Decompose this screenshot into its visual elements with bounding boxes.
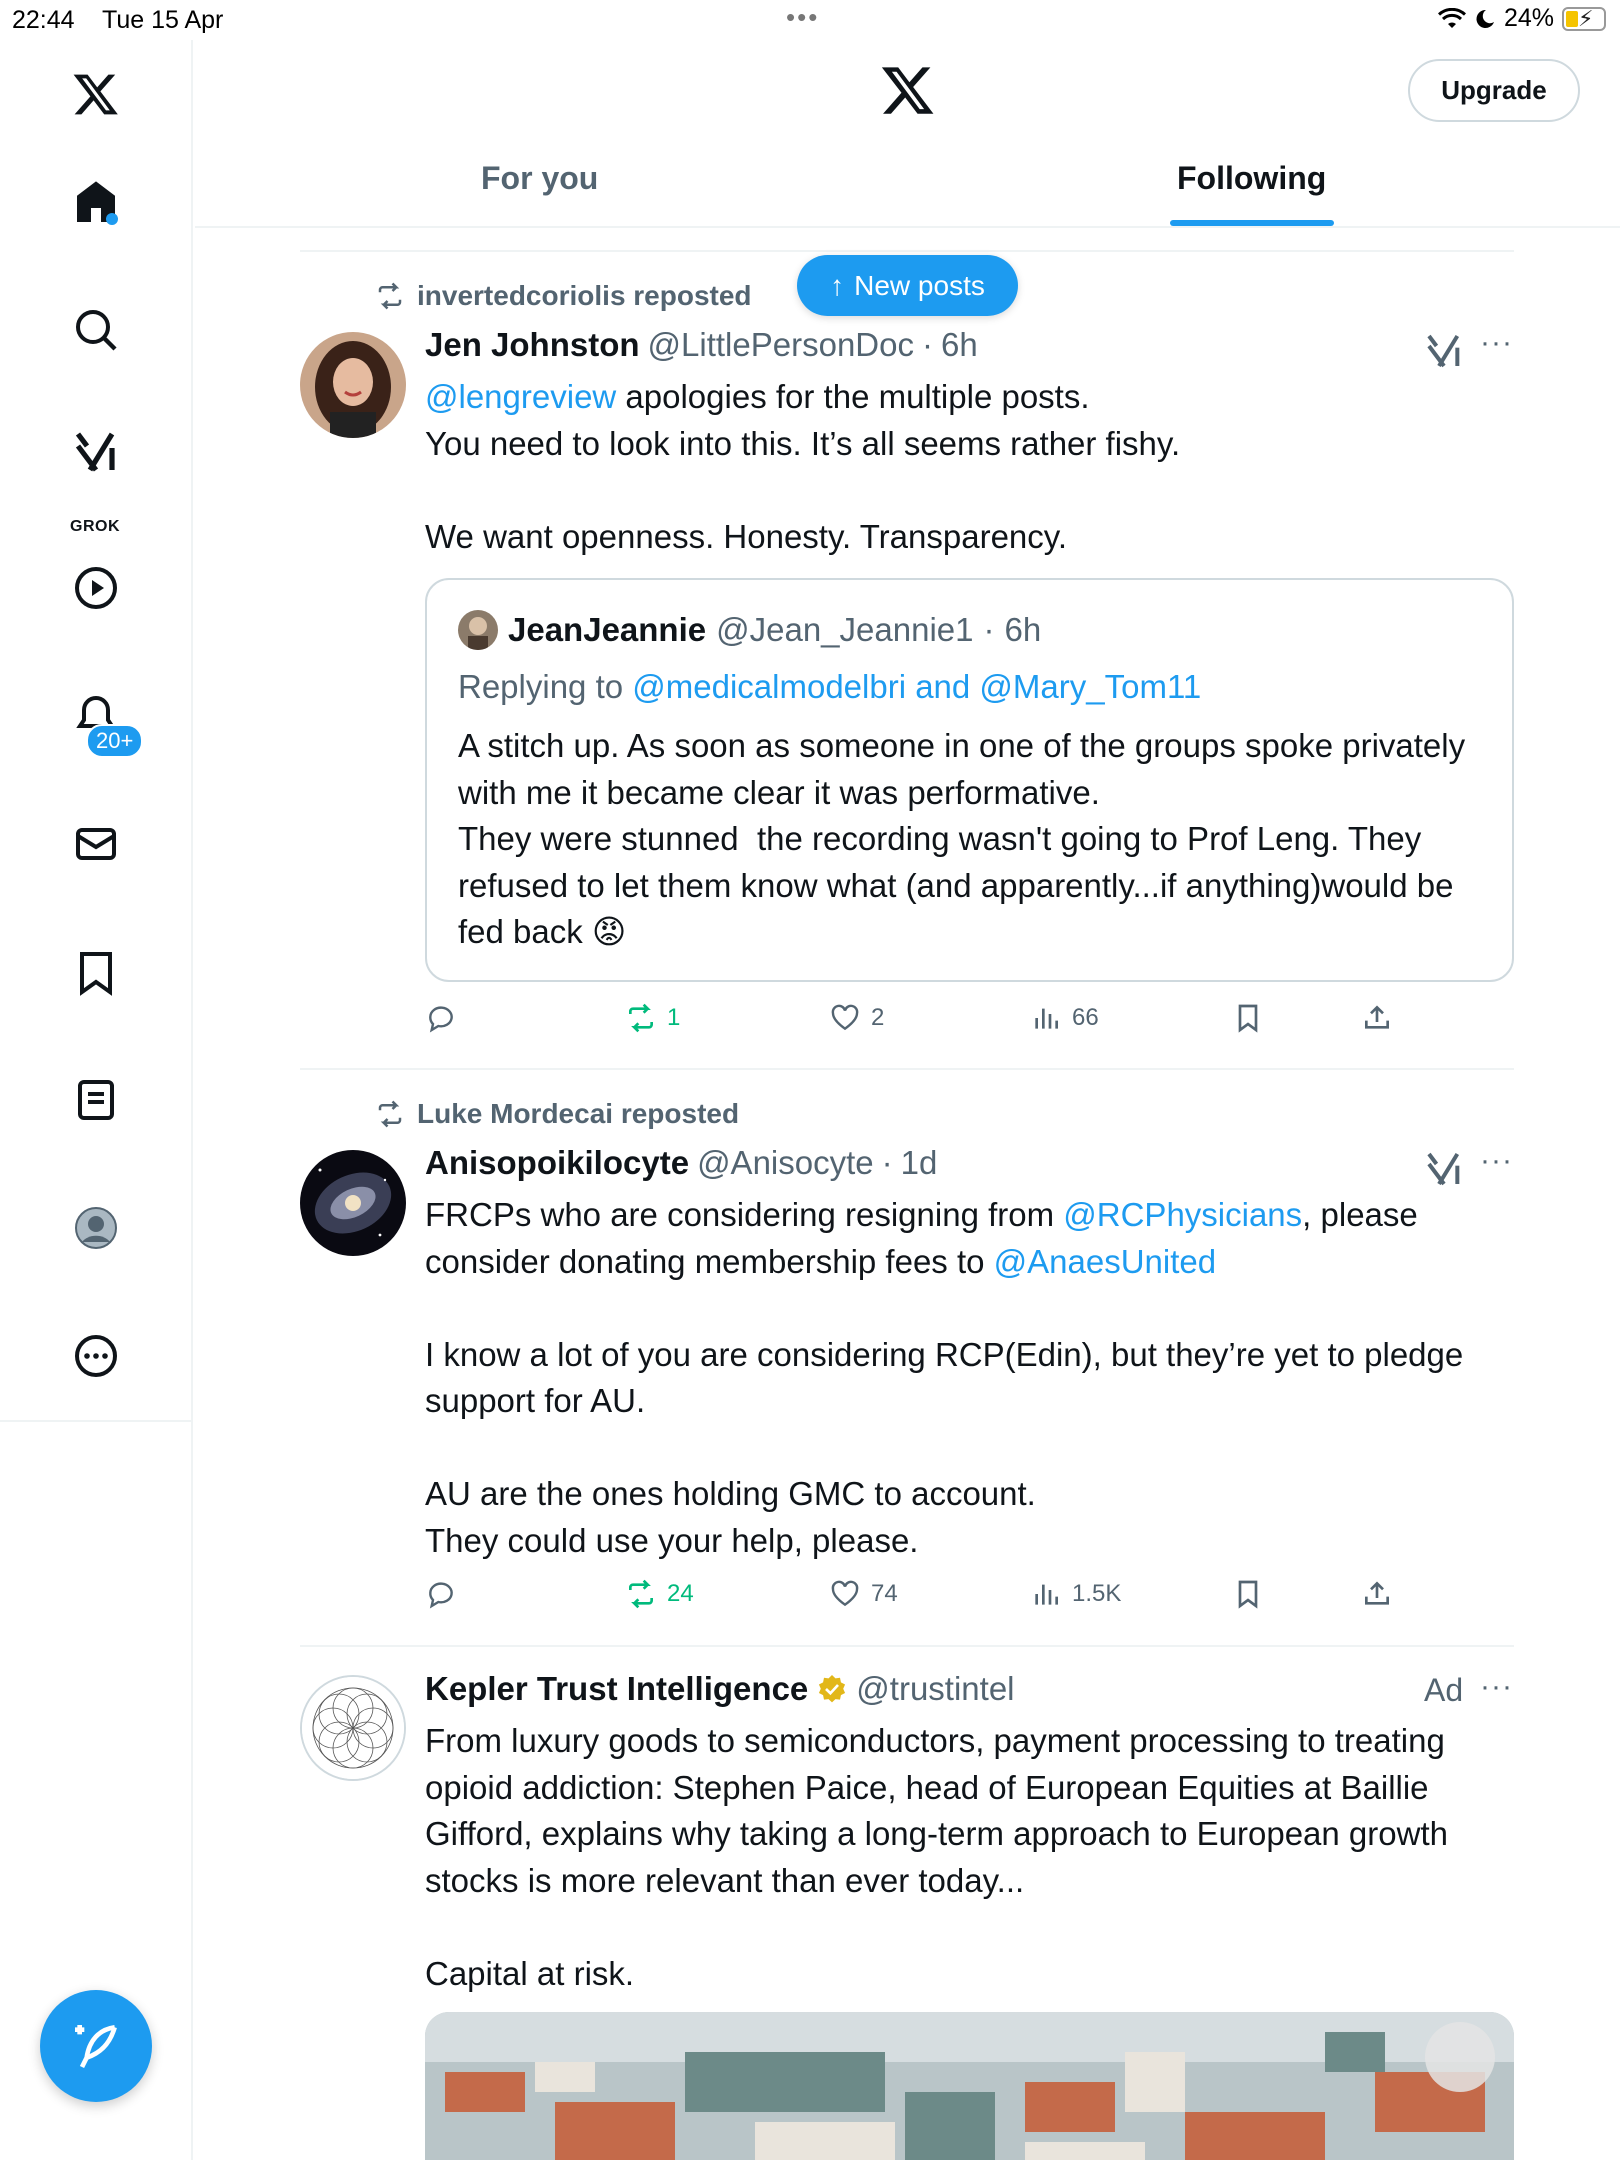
repost-icon [375,1099,405,1129]
post-text: FRCPs who are considering resigning from @RCPhysicians, please consider donating membership fees to @AnaesUnited I know a lot of you are considering RCP(Edin), but they’re yet to pledge support for AU. AU are the ones holding GMC to account. They could use your help, please. [425,1196,1464,1559]
quoted-author-name: JeanJeannie [508,611,707,648]
bookmark-icon [1232,1578,1264,1610]
views-count: 1.5K [1072,1580,1122,1607]
reply-icon [425,1578,457,1610]
status-bar [0,0,1620,40]
bookmark-icon[interactable] [64,940,128,1004]
replying-to: Replying to @medicalmodelbri and @Mary_Tom11 [458,668,1202,705]
grok-explain-icon[interactable] [1424,331,1464,371]
new-posts-button[interactable] [797,255,1018,316]
reply-icon [425,1002,457,1034]
quoted-author-handle: @Jean_Jeannie1 [716,611,974,648]
upgrade-button[interactable]: Upgrade [1408,59,1580,122]
heart-icon [829,1002,861,1034]
x-logo-icon[interactable] [64,62,128,126]
share-button[interactable] [1361,1002,1393,1034]
lists-icon[interactable] [64,1068,128,1132]
repost-icon [375,281,405,311]
dot-separator: · [983,611,995,648]
video-icon[interactable] [64,556,128,620]
home-icon[interactable] [64,170,128,234]
author-name[interactable]: Anisopoikilocyte [425,1144,690,1181]
repost-icon [625,1578,657,1610]
like-button[interactable] [829,1002,884,1034]
avatar [458,610,498,650]
compose-post-button[interactable] [40,1990,152,2102]
repost-count: 1 [667,1004,681,1031]
more-options-icon[interactable]: ··· [1480,1144,1513,1177]
bookmark-icon [1232,1002,1264,1034]
tab-following[interactable]: Following [1177,160,1327,196]
avatar[interactable] [300,332,406,438]
share-button[interactable] [1361,1578,1393,1610]
quoted-author [458,610,1041,650]
timeline-header [195,40,1620,228]
battery-icon: ⚡ [1562,7,1606,31]
more-options-icon[interactable]: ··· [1480,326,1513,359]
replying-to-handles[interactable]: @medicalmodelbri and @Mary_Tom11 [632,668,1202,705]
post-divider [300,1645,1514,1647]
reply-button[interactable] [425,1578,457,1610]
post-time[interactable]: 1d [900,1144,938,1181]
repost-icon [625,1002,657,1034]
avatar[interactable] [300,1150,406,1256]
views-icon [1030,1578,1062,1610]
avatar[interactable] [300,1675,406,1781]
multitasking-dots-icon[interactable]: ••• [786,2,820,32]
repost-indicator[interactable] [375,1098,739,1130]
ad-label: Ad [1424,1672,1464,1708]
repost-label: invertedcoriolis reposted [417,280,752,311]
dot-separator: · [921,326,933,363]
heart-icon [829,1578,861,1610]
like-count: 74 [871,1580,898,1607]
author-name[interactable]: Jen Johnston [425,326,640,363]
quoted-post[interactable] [425,578,1514,982]
battery-percent: 24% [1503,4,1554,32]
more-circle-icon[interactable] [64,1324,128,1388]
post-time[interactable]: 6h [940,326,978,363]
post-author [425,1670,1015,1708]
new-posts-label: New posts [854,269,985,301]
profile-icon[interactable] [64,1196,128,1260]
share-icon [1361,1578,1393,1610]
mention-link[interactable]: @RCPhysicians [1063,1196,1303,1233]
grok-label: GROK [70,518,120,535]
views-count: 66 [1072,1004,1099,1031]
grok-icon[interactable] [64,420,128,484]
repost-button[interactable] [625,1578,694,1610]
status-right [1438,4,1606,33]
quoted-post-time: 6h [1004,611,1042,648]
bookmark-button[interactable] [1232,1578,1264,1610]
repost-button[interactable] [625,1002,680,1034]
repost-count: 24 [667,1580,694,1607]
post-actions [425,1578,1425,1618]
views-button[interactable] [1030,1002,1099,1034]
mention-link[interactable]: @lengreview [425,378,617,415]
post-author [425,326,978,364]
author-handle[interactable]: @trustintel [856,1670,1015,1707]
post-divider [300,250,1514,252]
ad-image[interactable] [425,2012,1514,2160]
repost-label: Luke Mordecai reposted [417,1098,740,1129]
status-time: 22:44 [12,6,75,34]
wifi-icon [1438,8,1466,30]
post-text: From luxury goods to semiconductors, payment processing to treating opioid addiction: Stephen Paice, head of European Equities at Baillie Gifford, explains why taking a long-term approach to European growth stocks is more relevant than ever today... Capital at risk. [425,1722,1448,1992]
arrow-up-icon: ↑ [830,269,845,301]
post-text: @lengreview apologies for the multiple posts. You need to look into this. It’s all seems rather fishy. We want openness. Honesty. Transparency. [425,378,1181,555]
moon-icon [1474,8,1496,30]
post-author [425,1144,937,1182]
mail-icon[interactable] [64,812,128,876]
more-options-icon[interactable]: ··· [1480,1670,1513,1703]
bookmark-button[interactable] [1232,1002,1264,1034]
compose-feather-icon [68,2018,124,2074]
verified-badge-icon [816,1673,848,1705]
post-divider [300,1068,1514,1070]
search-icon[interactable] [64,298,128,362]
views-button[interactable] [1030,1578,1121,1610]
notifications-badge: 20+ [86,724,143,758]
status-date: Tue 15 Apr [102,6,224,34]
quoted-post-text: A stitch up. As soon as someone in one of the groups spoke privately with me it became clear it was performative. They were stunned the recording wasn't going to Prof Leng. They refused to let them know what (and apparently...if anything)would be fed back 😡 [458,727,1466,950]
post-actions [425,1002,1425,1042]
sidebar [0,40,193,2160]
grok-explain-icon[interactable] [1424,1149,1464,1189]
sidebar-divider [0,1420,193,1422]
like-count: 2 [871,1004,885,1031]
share-icon [1361,1002,1393,1034]
home-unread-dot [106,213,118,225]
views-icon [1030,1002,1062,1034]
mention-link[interactable]: @AnaesUnited [993,1242,1217,1280]
x-logo-icon[interactable] [880,62,936,123]
author-handle[interactable]: @LittlePersonDoc [647,326,914,363]
repost-indicator[interactable] [375,280,752,312]
tab-for-you[interactable]: For you [481,160,599,196]
tab-selected-indicator [1170,220,1334,226]
author-name[interactable]: Kepler Trust Intelligence [425,1670,809,1707]
like-button[interactable] [829,1578,898,1610]
author-handle[interactable]: @Anisocyte [697,1144,874,1181]
dot-separator: · [881,1144,893,1181]
reply-button[interactable] [425,1002,457,1034]
